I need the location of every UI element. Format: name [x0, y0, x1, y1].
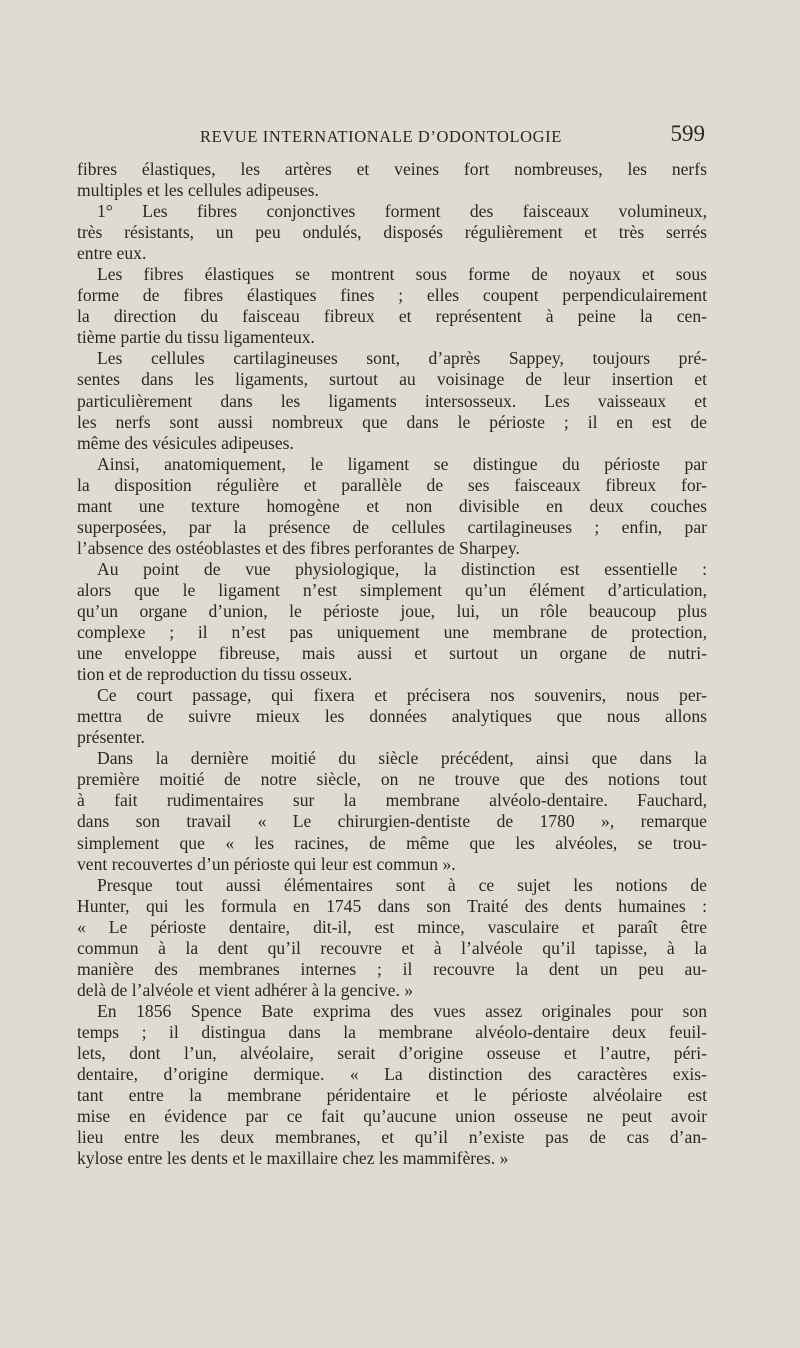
text-line: entre eux. — [77, 243, 147, 264]
text-line: commun à la dent qu’il recouvre et à l’alvéole qu’il tapisse, à la — [77, 937, 707, 958]
text-line: première moitié de notre siècle, on ne trouve que des notions tout — [77, 769, 707, 790]
text-line: manière des membranes internes ; il recouvre la dent un peu au- — [77, 958, 707, 979]
text-line: même des vésicules adipeuses. — [77, 432, 294, 453]
text-line: complexe ; il n’est pas uniquement une membrane de protection, — [77, 622, 707, 643]
text-line: lieu entre les deux membranes, et qu’il n’existe pas de cas d’an- — [77, 1127, 707, 1148]
text-line: Presque tout aussi élémentaires sont à ce sujet les notions de — [97, 874, 707, 895]
text-line: très résistants, un peu ondulés, disposés régulièrement et très serrés — [77, 222, 707, 243]
text-line: En 1856 Spence Bate exprima des vues assez originales pour son — [97, 1000, 707, 1021]
text-line: les nerfs sont aussi nombreux que dans le périoste ; il en est de — [77, 411, 707, 432]
text-line: forme de fibres élastiques fines ; elles coupent perpendiculairement — [77, 285, 707, 306]
text-line: à fait rudimentaires sur la membrane alvéolo-dentaire. Fauchard, — [77, 790, 707, 811]
text-line: dans son travail « Le chirurgien-dentiste de 1780 », remarque — [77, 811, 707, 832]
text-line: dentaire, d’origine dermique. « La distinction des caractères exis- — [77, 1064, 707, 1085]
text-line: une enveloppe fibreuse, mais aussi et surtout un organe de nutri- — [77, 643, 707, 664]
text-line: tième partie du tissu ligamenteux. — [77, 327, 315, 348]
text-line: particulièrement dans les ligaments intersosseux. Les vaisseaux et — [77, 390, 707, 411]
text-line: sentes dans les ligaments, surtout au voisinage de leur insertion et — [77, 369, 707, 390]
text-line: Au point de vue physiologique, la distinction est essentielle : — [97, 558, 707, 579]
text-line: lets, dont l’un, alvéolaire, serait d’origine osseuse et l’autre, péri- — [77, 1042, 707, 1063]
text-line: Ainsi, anatomiquement, le ligament se distingue du périoste par — [97, 453, 707, 474]
text-line: mant une texture homogène et non divisible en deux couches — [77, 495, 707, 516]
text-line: temps ; il distingua dans la membrane alvéolo-dentaire deux feuil- — [77, 1021, 707, 1042]
text-line: multiples et les cellules adipeuses. — [77, 180, 319, 201]
text-line: simplement que « les racines, de même que les alvéoles, se trou- — [77, 832, 707, 853]
text-line: la disposition régulière et parallèle de ses faisceaux fibreux for- — [77, 474, 707, 495]
text-line: Hunter, qui les formula en 1745 dans son Traité des dents humaines : — [77, 895, 707, 916]
text-line: fibres élastiques, les artères et veines fort nombreuses, les nerfs — [77, 159, 707, 179]
body-text — [77, 159, 707, 1169]
text-line: tion et de reproduction du tissu osseux. — [77, 664, 353, 685]
text-line: l’absence des ostéoblastes et des fibres perforantes de Sharpey. — [77, 537, 520, 558]
text-line: Dans la dernière moitié du siècle précédent, ainsi que dans la — [97, 748, 707, 769]
text-line: alors que le ligament n’est simplement qu’un élément d’articulation, — [77, 579, 707, 600]
page-number: 599 — [670, 121, 705, 146]
text-line: kylose entre les dents et le maxillaire chez les mammifères. » — [77, 1148, 509, 1169]
text-line: 1° Les fibres conjonctives forment des faisceaux volumineux, — [97, 201, 707, 222]
text-line: présenter. — [77, 727, 145, 748]
text-line: Les fibres élastiques se montrent sous forme de noyaux et sous — [97, 264, 707, 285]
text-line: qu’un organe d’union, le périoste joue, lui, un rôle beaucoup plus — [77, 600, 707, 621]
running-head: REVUE INTERNATIONALE D’ODONTOLOGIE — [200, 127, 562, 146]
text-line: tant entre la membrane péridentaire et le périoste alvéolaire est — [77, 1085, 707, 1106]
text-line: Ce court passage, qui fixera et précisera nos souvenirs, nous per- — [97, 685, 707, 706]
text-line: superposées, par la présence de cellules cartilagineuses ; enfin, par — [77, 516, 707, 537]
text-line: la direction du faisceau fibreux et représentent à peine la cen- — [77, 306, 707, 327]
text-line: mise en évidence par ce fait qu’aucune union osseuse ne peut avoir — [77, 1106, 707, 1127]
text-line: Les cellules cartilagineuses sont, d’après Sappey, toujours pré- — [97, 348, 707, 369]
page-header — [77, 121, 707, 151]
text-line: vent recouvertes d’un périoste qui leur est commun ». — [77, 853, 456, 874]
text-line: « Le périoste dentaire, dit-il, est mince, vasculaire et paraît être — [77, 916, 707, 937]
text-line: delà de l’alvéole et vient adhérer à la gencive. » — [77, 979, 414, 1000]
text-line: mettra de suivre mieux les données analytiques que nous allons — [77, 706, 707, 727]
